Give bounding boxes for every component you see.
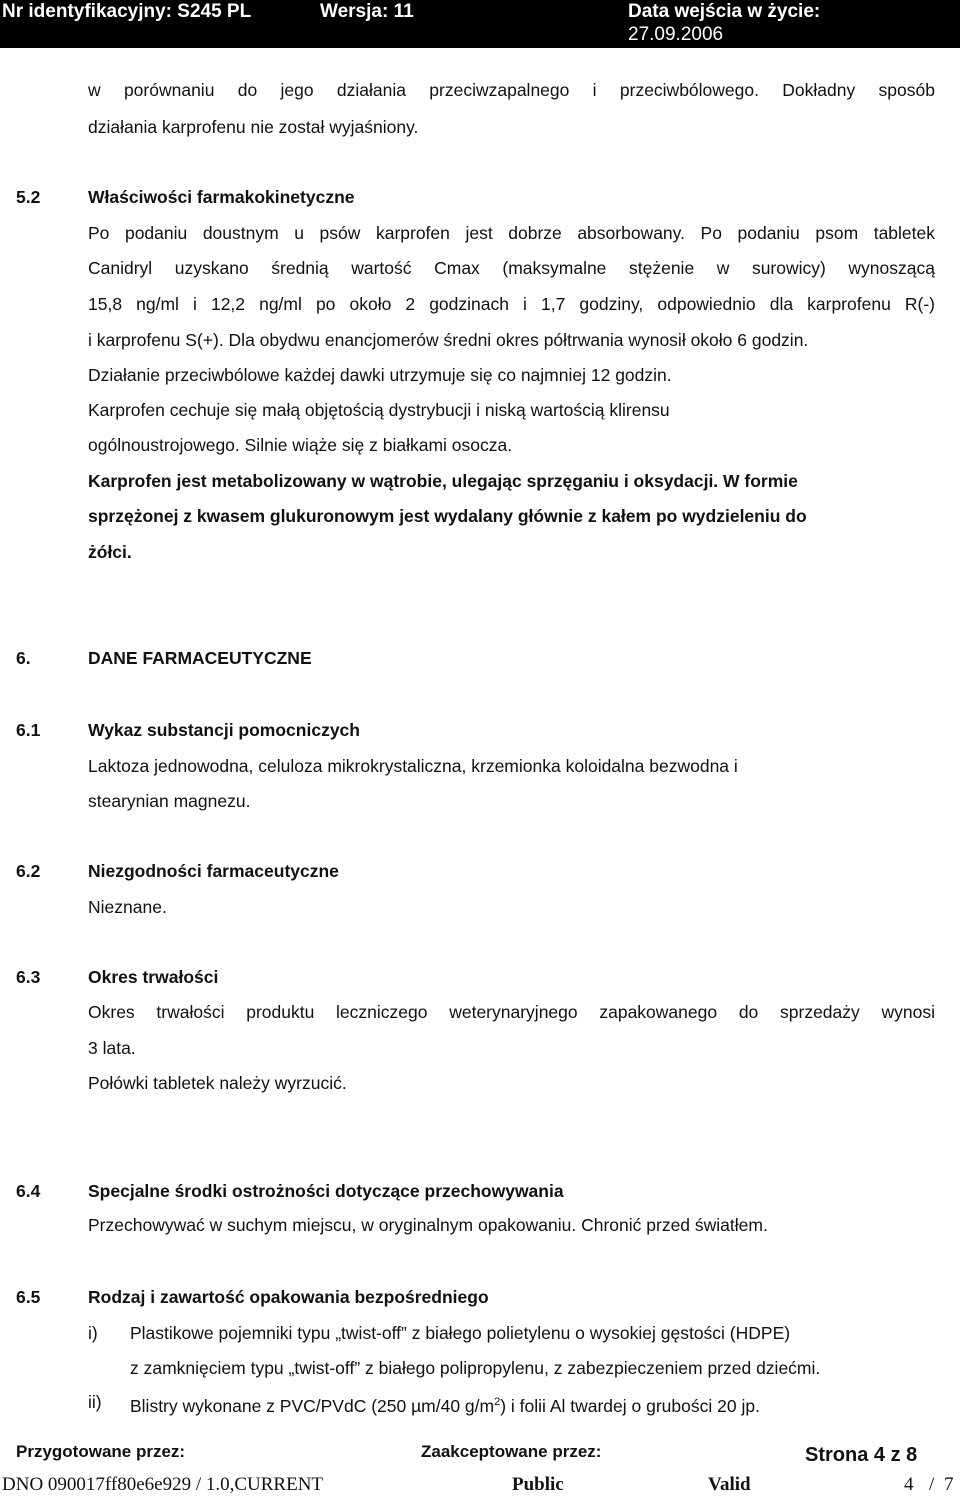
- footer-page-number: 4: [904, 1474, 914, 1495]
- paragraph-line: Przechowywać w suchym miejscu, w oryginalnym opakowaniu. Chronić przed światłem.: [88, 1215, 768, 1235]
- page-label: Strona 4 z 8: [805, 1444, 918, 1466]
- list-item-line: Plastikowe pojemniki typu „twist-off” z białego polietylenu o wysokiej gęstości (HDPE): [130, 1323, 791, 1343]
- section-number-6-1: 6.1: [16, 720, 41, 740]
- paragraph-line: i karprofenu S(+). Dla obydwu enancjomerów średni okres półtrwania wynosił około 6 godzin.: [88, 330, 809, 350]
- footer-doc-id: DNO 090017ff80e6e929 / 1.0,CURRENT: [2, 1474, 324, 1495]
- effective-date-value: 27.09.2006: [628, 24, 724, 45]
- paragraph-line: 15,8 ng/ml i 12,2 ng/ml po około 2 godzinach i 1,7 godziny, odpowiednio dla karprofenu R(-): [88, 294, 935, 314]
- list-item-line: z zamknięciem typu „twist-off” z białego polipropylenu, z zabezpieczeniem przed dziećmi.: [130, 1358, 821, 1378]
- paragraph-line: 3 lata.: [88, 1038, 136, 1058]
- section-title-6-4: Specjalne środki ostrożności dotyczące przechowywania: [88, 1181, 564, 1201]
- footer-visibility: Public: [512, 1474, 564, 1495]
- section-title-6: DANE FARMACEUTYCZNE: [88, 648, 312, 668]
- paragraph-line: działania karprofenu nie został wyjaśniony.: [88, 117, 419, 137]
- paragraph-line: Po podaniu doustnym u psów karprofen jest dobrze absorbowany. Po podaniu psom tabletek: [88, 223, 935, 243]
- bold-paragraph-line: sprzężonej z kwasem glukuronowym jest wydalany głównie z kałem po wydzieleniu do: [88, 506, 807, 526]
- section-number-6-5: 6.5: [16, 1287, 41, 1307]
- paragraph-line: w porównaniu do jego działania przeciwzapalnego i przeciwbólowego. Dokładny sposób: [88, 80, 935, 100]
- list-marker: i): [88, 1323, 98, 1343]
- section-number-5-2: 5.2: [16, 187, 41, 207]
- document-id: Nr identyfikacyjny: S245 PL: [2, 1, 252, 22]
- list-item-text: Blistry wykonane z PVC/PVdC (250 µm/40 g/m: [130, 1396, 495, 1416]
- paragraph-line: ogólnoustrojowego. Silnie wiąże się z białkami osocza.: [88, 435, 513, 455]
- footer-status: Valid: [708, 1474, 751, 1495]
- paragraph-line: Nieznane.: [88, 897, 167, 917]
- section-title-6-1: Wykaz substancji pomocniczych: [88, 720, 360, 740]
- section-number-6-2: 6.2: [16, 861, 41, 881]
- list-marker: ii): [88, 1392, 102, 1412]
- bold-paragraph-line: Karprofen jest metabolizowany w wątrobie, ulegając sprzęganiu i oksydacji. W formie: [88, 471, 798, 491]
- section-number-6-4: 6.4: [16, 1181, 41, 1201]
- section-number-6-3: 6.3: [16, 967, 41, 987]
- paragraph-line: Laktoza jednowodna, celuloza mikrokrystaliczna, krzemionka koloidalna bezwodna i: [88, 756, 738, 776]
- document-version: Wersja: 11: [320, 1, 414, 22]
- paragraph-line: Okres trwałości produktu leczniczego weterynaryjnego zapakowanego do sprzedaży wynosi: [88, 1002, 935, 1022]
- footer-page-total: 7: [944, 1474, 954, 1495]
- footer-page-separator: /: [929, 1474, 935, 1495]
- section-title-5-2: Właściwości farmakokinetyczne: [88, 187, 355, 207]
- section-number-6: 6.: [16, 648, 31, 668]
- section-title-6-2: Niezgodności farmaceutyczne: [88, 861, 339, 881]
- section-title-6-3: Okres trwałości: [88, 967, 219, 987]
- paragraph-line: stearynian magnezu.: [88, 791, 251, 811]
- section-title-6-5: Rodzaj i zawartość opakowania bezpośredniego: [88, 1287, 489, 1307]
- document-footer: [0, 1471, 960, 1497]
- paragraph-line: Canidryl uzyskano średnią wartość Cmax (maksymalne stężenie w surowicy) wynoszącą: [88, 258, 935, 278]
- paragraph-line: Połówki tabletek należy wyrzucić.: [88, 1073, 347, 1093]
- superscript: 2: [494, 1396, 501, 1408]
- effective-date-label: Data wejścia w życie:: [628, 1, 821, 22]
- list-item-text: ) i folii Al twardej o grubości 20 jp.: [500, 1396, 760, 1416]
- document-header: [0, 0, 960, 48]
- paragraph-line: Karprofen cechuje się małą objętością dystrybucji i niską wartością klirensu: [88, 400, 670, 420]
- prepared-by-label: Przygotowane przez:: [16, 1442, 186, 1461]
- paragraph-line: Działanie przeciwbólowe każdej dawki utrzymuje się co najmniej 12 godzin.: [88, 365, 672, 385]
- bold-paragraph-line: żółci.: [88, 542, 132, 562]
- accepted-by-label: Zaakceptowane przez:: [421, 1442, 602, 1461]
- list-item-line: [130, 1392, 760, 1416]
